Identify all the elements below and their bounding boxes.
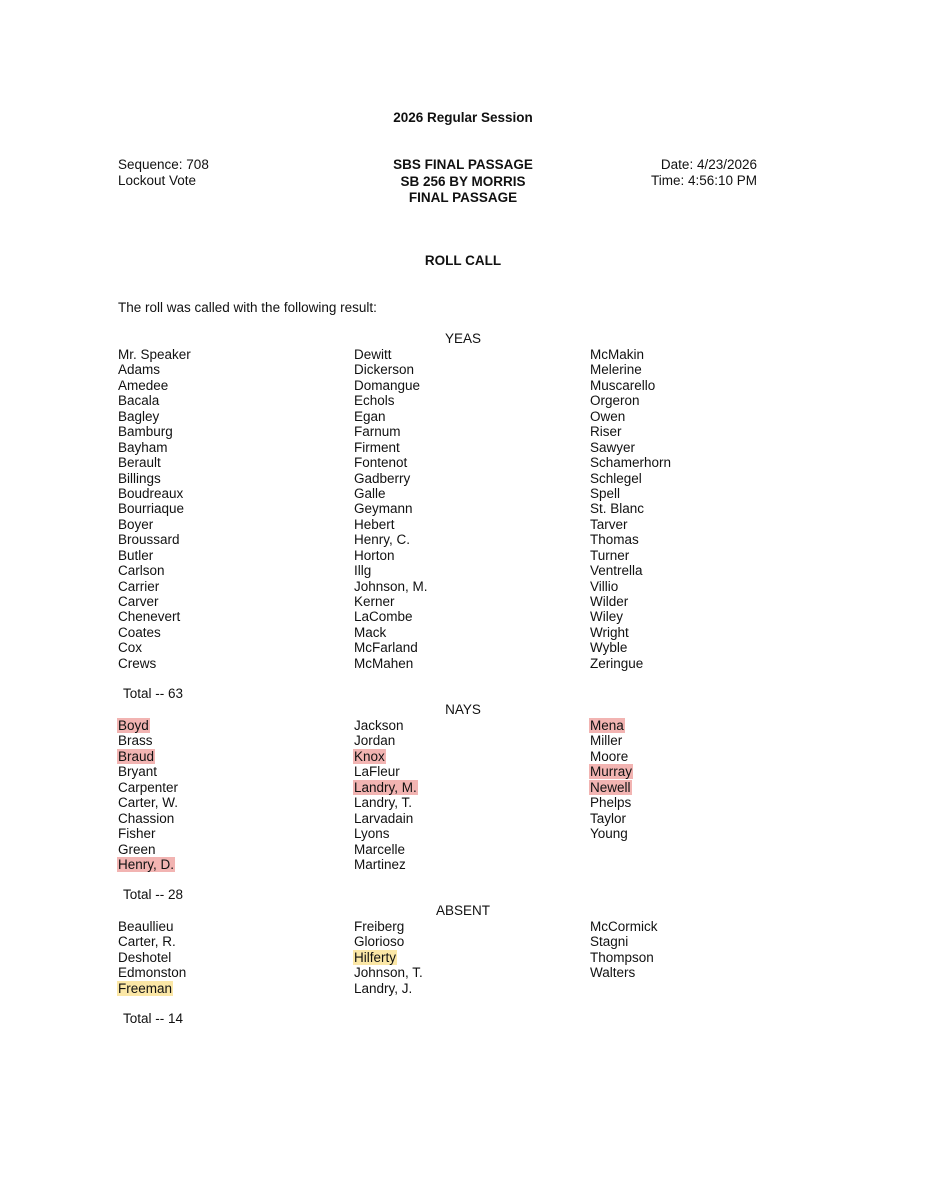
legislator-name-text: Stagni bbox=[590, 934, 629, 950]
legislator-name bbox=[590, 749, 810, 764]
nays-column-2 bbox=[354, 718, 574, 872]
legislator-name bbox=[118, 517, 338, 532]
legislator-name-text: Coates bbox=[118, 624, 161, 640]
legislator-name-text: Mack bbox=[354, 624, 387, 640]
legislator-name bbox=[354, 656, 574, 671]
yeas-column-2 bbox=[354, 347, 574, 671]
legislator-name bbox=[354, 826, 574, 841]
legislator-name bbox=[590, 950, 810, 965]
legislator-name-text: Chassion bbox=[118, 810, 175, 826]
legislator-name bbox=[118, 347, 338, 362]
bill-title-line3: FINAL PASSAGE bbox=[408, 190, 518, 205]
legislator-name bbox=[590, 532, 810, 547]
yeas-column-3 bbox=[590, 347, 810, 671]
legislator-name-text: Jackson bbox=[354, 718, 404, 733]
legislator-name-text: Boudreaux bbox=[118, 485, 184, 501]
legislator-name-text: Domangue bbox=[354, 377, 421, 393]
legislator-name bbox=[118, 393, 338, 408]
legislator-name-text: Henry, D. bbox=[118, 856, 175, 872]
legislator-name bbox=[354, 440, 574, 455]
legislator-name-text: Spell bbox=[590, 485, 621, 501]
legislator-name-text: Galle bbox=[354, 485, 386, 501]
legislator-name bbox=[590, 656, 810, 671]
legislator-name-text: Fontenot bbox=[354, 455, 408, 471]
legislator-name bbox=[590, 609, 810, 624]
legislator-name bbox=[118, 409, 338, 424]
roll-intro: The roll was called with the following result: bbox=[118, 300, 377, 315]
nays-column-3 bbox=[590, 718, 810, 842]
legislator-name bbox=[118, 733, 338, 748]
legislator-name-text: Landry, M. bbox=[354, 779, 417, 795]
legislator-name bbox=[590, 563, 810, 578]
legislator-name-text: Moore bbox=[590, 748, 629, 764]
legislator-name bbox=[118, 749, 338, 764]
legislator-name-text: Ventrella bbox=[590, 563, 643, 579]
nays-total: Total -- 28 bbox=[123, 887, 184, 902]
legislator-name bbox=[354, 733, 574, 748]
legislator-name bbox=[354, 640, 574, 655]
legislator-name-text: Bagley bbox=[118, 408, 160, 424]
legislator-name-text: Carver bbox=[118, 594, 159, 609]
legislator-name-text: Bryant bbox=[118, 764, 158, 780]
legislator-name bbox=[118, 440, 338, 455]
bill-title-line1: SBS FINAL PASSAGE bbox=[393, 157, 533, 172]
legislator-name-text: Landry, J. bbox=[354, 980, 413, 996]
legislator-name-text: Thomas bbox=[590, 532, 639, 548]
legislator-name-text: Taylor bbox=[590, 810, 627, 826]
legislator-name-text: Henry, C. bbox=[354, 532, 411, 548]
legislator-name-text: Lyons bbox=[354, 826, 390, 842]
legislator-name-text: Wyble bbox=[590, 640, 628, 656]
absent-column-1 bbox=[118, 919, 338, 996]
legislator-name-text: Fisher bbox=[118, 826, 156, 842]
legislator-name-text: Farnum bbox=[354, 424, 401, 440]
legislator-name-text: St. Blanc bbox=[590, 501, 645, 517]
legislator-name-text: Landry, T. bbox=[354, 795, 413, 811]
legislator-name-text: Kerner bbox=[354, 594, 395, 609]
legislator-name bbox=[590, 393, 810, 408]
legislator-name-text: Owen bbox=[590, 408, 626, 424]
legislator-name bbox=[118, 857, 338, 872]
yeas-heading: YEAS bbox=[444, 331, 482, 346]
legislator-name-text: Mr. Speaker bbox=[118, 347, 191, 362]
legislator-name-text: Phelps bbox=[590, 795, 632, 811]
legislator-name-text: Mena bbox=[590, 718, 624, 733]
legislator-name bbox=[590, 780, 810, 795]
legislator-name bbox=[118, 563, 338, 578]
legislator-name bbox=[354, 950, 574, 965]
legislator-name-text: McMahen bbox=[354, 655, 414, 671]
legislator-name bbox=[590, 548, 810, 563]
legislator-name bbox=[354, 934, 574, 949]
legislator-name bbox=[118, 795, 338, 810]
legislator-name-text: Zeringue bbox=[590, 655, 644, 671]
legislator-name bbox=[118, 950, 338, 965]
legislator-name-text: Geymann bbox=[354, 501, 413, 517]
legislator-name-text: Glorioso bbox=[354, 934, 405, 950]
legislator-name bbox=[118, 532, 338, 547]
legislator-name bbox=[354, 981, 574, 996]
legislator-name-text: Hilferty bbox=[354, 949, 397, 965]
legislator-name-text: Orgeron bbox=[590, 393, 640, 409]
legislator-name bbox=[590, 455, 810, 470]
legislator-name-text: Schamerhorn bbox=[590, 455, 672, 471]
legislator-name-text: Wright bbox=[590, 624, 629, 640]
legislator-name-text: Freiberg bbox=[354, 919, 405, 934]
legislator-name-text: Tarver bbox=[590, 516, 628, 532]
legislator-name bbox=[354, 795, 574, 810]
legislator-name bbox=[590, 965, 810, 980]
legislator-name-text: Bayham bbox=[118, 439, 168, 455]
legislator-name-text: Johnson, T. bbox=[354, 965, 423, 981]
legislator-name bbox=[354, 594, 574, 609]
legislator-name bbox=[354, 857, 574, 872]
sequence-number: Sequence: 708 bbox=[118, 157, 209, 172]
legislator-name-text: LaCombe bbox=[354, 609, 413, 625]
legislator-name bbox=[118, 826, 338, 841]
legislator-name-text: Carter, W. bbox=[118, 795, 179, 811]
legislator-name bbox=[590, 362, 810, 377]
legislator-name-text: Green bbox=[118, 841, 156, 857]
legislator-name bbox=[590, 471, 810, 486]
legislator-name bbox=[590, 517, 810, 532]
legislator-name bbox=[590, 579, 810, 594]
yeas-total: Total -- 63 bbox=[123, 686, 184, 701]
legislator-name-text: Bacala bbox=[118, 393, 160, 409]
legislator-name-text: Sawyer bbox=[590, 439, 636, 455]
legislator-name bbox=[118, 718, 338, 733]
legislator-name-text: Thompson bbox=[590, 949, 654, 965]
legislator-name-text: Muscarello bbox=[590, 377, 656, 393]
legislator-name-text: Dewitt bbox=[354, 347, 392, 362]
legislator-name bbox=[354, 625, 574, 640]
legislator-name-text: Carrier bbox=[118, 578, 160, 594]
legislator-name bbox=[354, 486, 574, 501]
legislator-name-text: Egan bbox=[354, 408, 386, 424]
legislator-name bbox=[590, 718, 810, 733]
legislator-name bbox=[118, 424, 338, 439]
vote-type: Lockout Vote bbox=[118, 173, 197, 188]
legislator-name bbox=[354, 811, 574, 826]
legislator-name bbox=[118, 981, 338, 996]
legislator-name-text: Chenevert bbox=[118, 609, 181, 625]
legislator-name-text: Jordan bbox=[354, 733, 396, 749]
legislator-name-text: Martinez bbox=[354, 856, 406, 872]
legislator-name bbox=[354, 548, 574, 563]
legislator-name-text: Bamburg bbox=[118, 424, 173, 440]
legislator-name bbox=[354, 919, 574, 934]
legislator-name bbox=[590, 501, 810, 516]
legislator-name-text: Deshotel bbox=[118, 949, 172, 965]
legislator-name-text: Carlson bbox=[118, 563, 165, 579]
legislator-name-text: Boyd bbox=[118, 718, 149, 733]
legislator-name bbox=[118, 811, 338, 826]
legislator-name bbox=[590, 919, 810, 934]
legislator-name bbox=[118, 579, 338, 594]
legislator-name-text: McFarland bbox=[354, 640, 418, 656]
legislator-name-text: Murray bbox=[590, 764, 633, 780]
legislator-name-text: Echols bbox=[354, 393, 395, 409]
legislator-name bbox=[118, 362, 338, 377]
legislator-name-text: Firment bbox=[354, 439, 400, 455]
legislator-name-text: Billings bbox=[118, 470, 161, 486]
legislator-name-text: Melerine bbox=[590, 362, 642, 378]
legislator-name-text: Walters bbox=[590, 965, 636, 981]
legislator-name-text: Hebert bbox=[354, 516, 395, 532]
legislator-name-text: Dickerson bbox=[354, 362, 415, 378]
legislator-name-text: Schlegel bbox=[590, 470, 642, 486]
legislator-name bbox=[354, 501, 574, 516]
legislator-name-text: Gadberry bbox=[354, 470, 411, 486]
legislator-name bbox=[354, 965, 574, 980]
legislator-name-text: Wilder bbox=[590, 594, 629, 609]
legislator-name-text: Beaullieu bbox=[118, 919, 174, 934]
legislator-name bbox=[590, 440, 810, 455]
legislator-name-text: Butler bbox=[118, 547, 154, 563]
legislator-name bbox=[354, 455, 574, 470]
legislator-name bbox=[118, 919, 338, 934]
legislator-name bbox=[354, 563, 574, 578]
legislator-name bbox=[354, 347, 574, 362]
legislator-name bbox=[118, 548, 338, 563]
legislator-name bbox=[354, 718, 574, 733]
legislator-name bbox=[354, 749, 574, 764]
legislator-name-text: Brass bbox=[118, 733, 153, 749]
legislator-name bbox=[354, 532, 574, 547]
legislator-name-text: Amedee bbox=[118, 377, 169, 393]
legislator-name-text: LaFleur bbox=[354, 764, 400, 780]
legislator-name bbox=[118, 656, 338, 671]
absent-column-2 bbox=[354, 919, 574, 996]
legislator-name-text: McMakin bbox=[590, 347, 645, 362]
legislator-name bbox=[118, 486, 338, 501]
legislator-name bbox=[354, 362, 574, 377]
session-title: 2026 Regular Session bbox=[393, 110, 533, 125]
legislator-name bbox=[354, 517, 574, 532]
legislator-name bbox=[590, 424, 810, 439]
legislator-name bbox=[590, 934, 810, 949]
legislator-name bbox=[354, 393, 574, 408]
legislator-name bbox=[590, 795, 810, 810]
legislator-name bbox=[354, 579, 574, 594]
legislator-name bbox=[590, 733, 810, 748]
vote-date: Date: 4/23/2026 bbox=[660, 157, 757, 172]
legislator-name-text: Carpenter bbox=[118, 779, 179, 795]
roll-call-heading: ROLL CALL bbox=[424, 253, 502, 268]
legislator-name-text: Edmonston bbox=[118, 965, 187, 981]
legislator-name bbox=[118, 965, 338, 980]
legislator-name-text: Young bbox=[590, 826, 628, 842]
legislator-name bbox=[118, 934, 338, 949]
legislator-name-text: Braud bbox=[118, 748, 155, 764]
legislator-name bbox=[590, 347, 810, 362]
legislator-name bbox=[354, 409, 574, 424]
legislator-name bbox=[590, 409, 810, 424]
legislator-name bbox=[590, 764, 810, 779]
legislator-name-text: Turner bbox=[590, 547, 630, 563]
legislator-name-text: Crews bbox=[118, 655, 157, 671]
legislator-name bbox=[590, 594, 810, 609]
vote-time: Time: 4:56:10 PM bbox=[650, 173, 757, 188]
legislator-name-text: Johnson, M. bbox=[354, 578, 428, 594]
legislator-name bbox=[118, 501, 338, 516]
legislator-name-text: Wiley bbox=[590, 609, 623, 625]
yeas-column-1 bbox=[118, 347, 338, 671]
legislator-name-text: Broussard bbox=[118, 532, 180, 548]
legislator-name bbox=[118, 625, 338, 640]
legislator-name bbox=[354, 764, 574, 779]
legislator-name-text: Illg bbox=[354, 563, 372, 579]
legislator-name-text: Carter, R. bbox=[118, 934, 176, 950]
absent-total: Total -- 14 bbox=[123, 1011, 184, 1026]
legislator-name-text: McCormick bbox=[590, 919, 658, 934]
legislator-name-text: Riser bbox=[590, 424, 622, 440]
bill-title-line2: SB 256 BY MORRIS bbox=[400, 174, 526, 189]
legislator-name bbox=[354, 609, 574, 624]
legislator-name bbox=[590, 640, 810, 655]
legislator-name-text: Bourriaque bbox=[118, 501, 185, 517]
legislator-name bbox=[118, 594, 338, 609]
legislator-name bbox=[118, 764, 338, 779]
nays-column-1 bbox=[118, 718, 338, 872]
legislator-name-text: Newell bbox=[590, 779, 631, 795]
legislator-name-text: Cox bbox=[118, 640, 143, 656]
nays-heading: NAYS bbox=[445, 702, 481, 717]
legislator-name bbox=[354, 471, 574, 486]
legislator-name bbox=[118, 455, 338, 470]
legislator-name bbox=[118, 842, 338, 857]
legislator-name bbox=[590, 486, 810, 501]
legislator-name bbox=[354, 378, 574, 393]
legislator-name bbox=[590, 826, 810, 841]
legislator-name-text: Freeman bbox=[118, 980, 173, 996]
legislator-name bbox=[354, 842, 574, 857]
legislator-name bbox=[118, 471, 338, 486]
legislator-name-text: Larvadain bbox=[354, 810, 414, 826]
legislator-name bbox=[590, 378, 810, 393]
legislator-name bbox=[354, 424, 574, 439]
legislator-name bbox=[354, 780, 574, 795]
legislator-name bbox=[118, 378, 338, 393]
legislator-name-text: Marcelle bbox=[354, 841, 406, 857]
legislator-name bbox=[118, 640, 338, 655]
legislator-name-text: Horton bbox=[354, 547, 395, 563]
legislator-name bbox=[590, 625, 810, 640]
legislator-name-text: Knox bbox=[354, 748, 385, 764]
legislator-name-text: Berault bbox=[118, 455, 161, 471]
legislator-name-text: Villio bbox=[590, 578, 619, 594]
legislator-name bbox=[118, 609, 338, 624]
legislator-name bbox=[118, 780, 338, 795]
absent-column-3 bbox=[590, 919, 810, 981]
legislator-name bbox=[590, 811, 810, 826]
legislator-name-text: Miller bbox=[590, 733, 623, 749]
legislator-name-text: Adams bbox=[118, 362, 161, 378]
absent-heading: ABSENT bbox=[435, 903, 490, 918]
legislator-name-text: Boyer bbox=[118, 516, 154, 532]
